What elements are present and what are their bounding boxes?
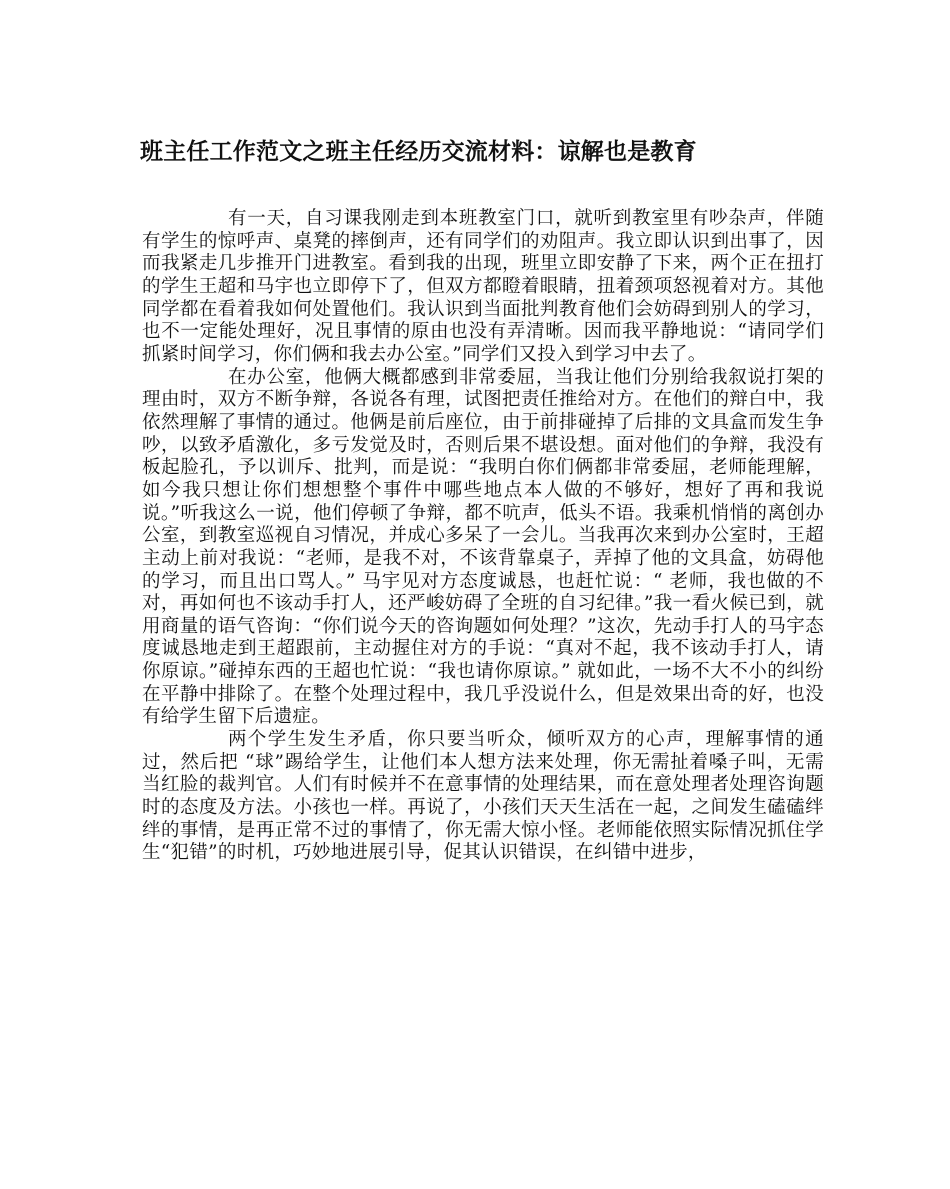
document-body	[142, 208, 824, 865]
document-title: 班主任工作范文之班主任经历交流材料：谅解也是教育	[140, 139, 697, 165]
paragraph-3: 两个学生发生矛盾，你只要当听众，倾听双方的心声，理解事情的通过，然后把 “球”踢给学生，让他们本人想方法来处理，你无需扯着嗓子叫，无需当红脸的裁判官。人们有时候并不在意事情的处理结果，而在意处理者处理咨询题时的态度及方法。小孩也一样。再说了，小孩们天天生活在一起，之间发生磕磕绊绊的事情，是再正常不过的事情了，你无需大惊小怪。老师能依照实际情况抓住学生“犯错”的时机，巧妙地进展引导，促其认识错误，在纠错中进步，	[142, 729, 824, 864]
paragraph-2: 在办公室，他俩大概都感到非常委屈，当我让他们分别给我叙说打架的理由时，双方不断争辩，各说各有理，试图把责任推给对方。在他们的辩白中，我依然理解了事情的通过。他俩是前后座位，由于前排碰掉了后排的文具盒而发生争吵，以致矛盾激化，多亏发觉及时，否则后果不堪设想。面对他们的争辩，我没有板起脸孔，予以训斥、批判，而是说：“我明白你们俩都非常委屈，老师能理解，如今我只想让你们想想整个事件中哪些地点本人做的不够好，想好了再和我说说。”听我这么一说，他们停顿了争辩，都不吭声，低头不语。我乘机悄悄的离创办公室，到教室巡视自习情况，并成心多呆了一会儿。当我再次来到办公室时，王超主动上前对我说：“老师，是我不对，不该背靠桌子，弄掉了他的文具盒，妨碍他的学习，而且出口骂人。” 马宇见对方态度诚恳，也赶忙说：“ 老师，我也做的不对，再如何也不该动手打人，还严峻妨碍了全班的自习纪律。”我一看火候已到，就用商量的语气咨询：“你们说今天的咨询题如何处理？”这次，先动手打人的马宇态度诚恳地走到王超跟前，主动握住对方的手说：“真对不起，我不该动手打人，请你原谅。”碰掉东西的王超也忙说：“我也请你原谅。” 就如此，一场不大不小的纠纷在平静中排除了。在整个处理过程中，我几乎没说什么，但是效果出奇的好，也没有给学生留下后遗症。	[142, 366, 824, 728]
paragraph-1: 有一天，自习课我刚走到本班教室门口，就听到教室里有吵杂声，伴随有学生的惊呼声、桌凳的摔倒声，还有同学们的劝阻声。我立即认识到出事了，因而我紧走几步推开门进教室。看到我的出现，班里立即安静了下来，两个正在扭打的学生王超和马宇也立即停下了，但双方都瞪着眼睛，扭着颈项怒视着对方。其他同学都在看着我如何处置他们。我认识到当面批判教育他们会妨碍到别人的学习，也不一定能处理好，况且事情的原由也没有弄清晰。因而我平静地说：“请同学们抓紧时间学习，你们俩和我去办公室。”同学们又投入到学习中去了。	[142, 208, 824, 365]
